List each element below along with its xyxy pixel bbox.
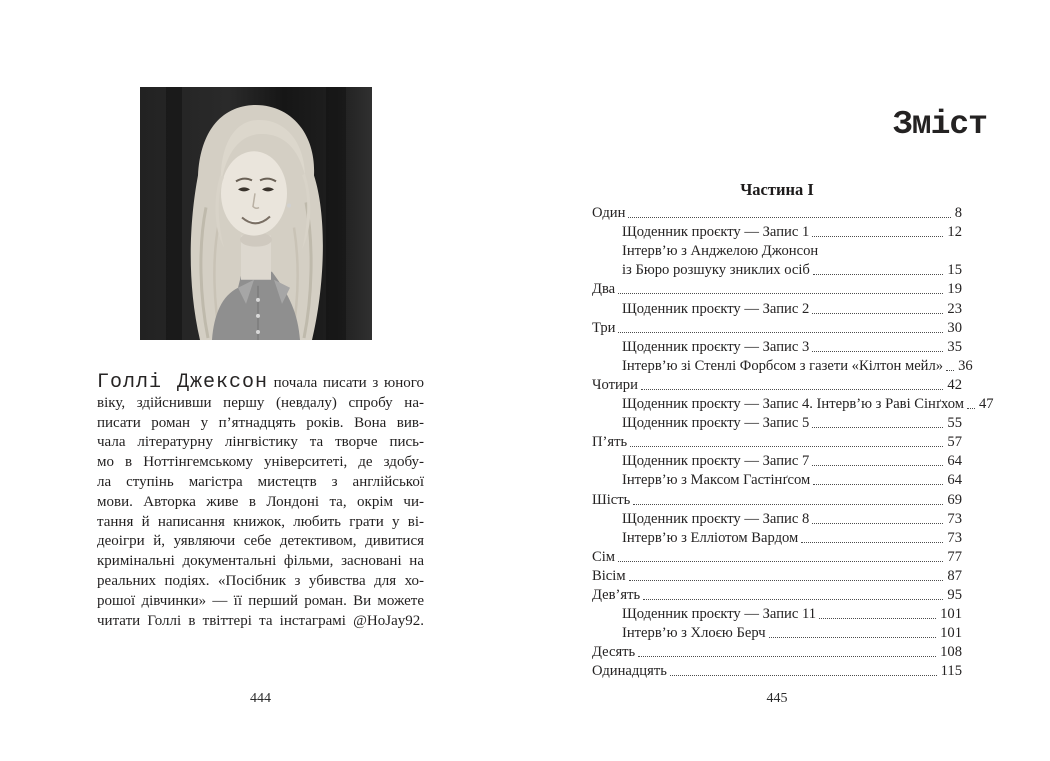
toc-entry-page: 108 <box>940 644 962 661</box>
toc-entry-page: 101 <box>940 625 962 642</box>
toc-entry-page: 12 <box>947 224 962 241</box>
toc-entry[interactable] <box>592 241 962 260</box>
toc-dot-leader <box>812 236 943 237</box>
bio-line: чала літературну лінгвістику та творче пись- <box>97 434 424 451</box>
author-name: Голлі Джексон <box>97 371 268 394</box>
toc-entry-label: Щоденник проєкту — Запис 3 <box>622 338 810 355</box>
toc-list <box>592 203 994 680</box>
author-page <box>97 87 424 631</box>
toc-entry[interactable] <box>592 394 994 413</box>
toc-entry[interactable] <box>592 222 962 241</box>
bio-line: мо в Ноттінгемському університеті, де здобу- <box>97 454 424 471</box>
toc-entry-page: 87 <box>947 567 962 584</box>
toc-entry[interactable] <box>592 489 962 508</box>
toc-dot-leader <box>629 580 944 581</box>
toc-dot-leader <box>812 465 943 466</box>
toc-entry-label: Інтерв’ю з Хлоєю Берч <box>622 625 766 642</box>
toc-entry[interactable] <box>592 260 962 279</box>
toc-entry-page: 95 <box>947 586 962 603</box>
toc-entry[interactable] <box>592 298 962 317</box>
toc-entry-label: Чотири <box>592 376 638 393</box>
toc-entry[interactable] <box>592 413 962 432</box>
toc-entry-page: 8 <box>954 205 962 222</box>
toc-entry[interactable] <box>592 661 962 680</box>
toc-entry-page: 36 <box>958 357 973 374</box>
toc-entry-page: 23 <box>947 300 962 317</box>
toc-entry-page: 19 <box>947 281 962 298</box>
toc-entry-page: 55 <box>947 415 962 432</box>
toc-entry[interactable] <box>592 451 962 470</box>
bio-line: деоігри й, уявляючи себе детективом, дивитися <box>97 533 424 550</box>
toc-dot-leader <box>967 408 975 409</box>
toc-entry-label: Інтерв’ю з Максом Гастінґсом <box>622 472 811 489</box>
toc-dot-leader <box>812 523 943 524</box>
toc-entry[interactable] <box>592 318 962 337</box>
toc-dot-leader <box>643 599 943 600</box>
page-number-left: 444 <box>250 691 271 706</box>
toc-entry-page: 101 <box>940 606 962 623</box>
toc-dot-leader <box>813 484 943 485</box>
author-bio-lines <box>97 394 424 632</box>
toc-entry-label: Одинадцять <box>592 663 667 680</box>
toc-entry[interactable] <box>592 432 962 451</box>
toc-entry-label: із Бюро розшуку зниклих осіб <box>622 262 810 279</box>
bio-line: ла ступінь магістра мистецтв з англійської <box>97 473 424 490</box>
toc-entry-label: Щоденник проєкту — Запис 1 <box>622 224 810 241</box>
toc-dot-leader <box>630 446 943 447</box>
toc-entry[interactable] <box>592 528 962 547</box>
toc-entry-page: 69 <box>947 491 962 508</box>
toc-entry-page: 64 <box>947 453 962 470</box>
toc-dot-leader <box>628 217 950 218</box>
toc-entry-page: 30 <box>947 319 962 336</box>
author-bio <box>97 373 424 631</box>
bio-line: читати Голлі в твіттері та інстаграмі @HoJay92. <box>97 612 424 629</box>
contents-title: Зміст <box>892 106 987 143</box>
toc-entry-label: Один <box>592 205 626 222</box>
toc-dot-leader <box>638 656 936 657</box>
toc-entry-page: 15 <box>947 262 962 279</box>
toc-entry-label: Три <box>592 319 616 336</box>
toc-dot-leader <box>670 675 937 676</box>
toc-dot-leader <box>641 389 944 390</box>
toc-dot-leader <box>769 637 937 638</box>
bio-line: віку, здійснивши першу (невдалу) спробу на- <box>97 394 424 411</box>
toc-entry[interactable] <box>592 604 962 623</box>
toc-entry[interactable] <box>592 566 962 585</box>
toc-entry-label: Дев’ять <box>592 586 641 603</box>
toc-entry-page: 42 <box>947 376 962 393</box>
toc-entry-page: 73 <box>947 510 962 527</box>
part-heading: Частина I <box>740 180 814 199</box>
toc-dot-leader <box>813 274 944 275</box>
toc-entry[interactable] <box>592 585 962 604</box>
toc-entry[interactable] <box>592 279 962 298</box>
toc-entry[interactable] <box>592 623 962 642</box>
bio-line: рошої дівчинки» — її перший роман. Ви можете <box>97 592 424 609</box>
toc-entry-label: Щоденник проєкту — Запис 11 <box>622 606 817 623</box>
toc-entry-label: Інтерв’ю з Елліотом Вардом <box>622 529 799 546</box>
toc-entry-page: 47 <box>978 396 994 413</box>
toc-dot-leader <box>618 293 943 294</box>
toc-entry-label: Інтерв’ю зі Стенлі Форбсом з газети «Кілтон мейл» <box>622 357 944 374</box>
toc-dot-leader <box>801 542 943 543</box>
page-number-right: 445 <box>766 691 788 706</box>
bio-line: реальних подіях. «Посібник з убивства для хо- <box>97 572 424 589</box>
toc-dot-leader <box>812 427 943 428</box>
toc-entry[interactable] <box>592 356 973 375</box>
bio-line: кримінальні документальні фільми, засновані на <box>97 553 424 570</box>
toc-entry-label: Щоденник проєкту — Запис 7 <box>622 453 810 470</box>
toc-entry-label: Два <box>592 281 616 298</box>
toc-entry-label: Щоденник проєкту — Запис 2 <box>622 300 810 317</box>
toc-entry-label: Вісім <box>592 567 626 584</box>
toc-entry[interactable] <box>592 547 962 566</box>
bio-line: тання й написання книжок, любить грати у ві- <box>97 513 424 530</box>
toc-dot-leader <box>819 618 936 619</box>
toc-entry-label: Сім <box>592 548 616 565</box>
toc-entry-label: Щоденник проєкту — Запис 4. Інтерв’ю з Раві Сінґхом <box>622 396 964 413</box>
author-portrait-illustration <box>140 87 372 340</box>
toc-entry[interactable] <box>592 203 962 222</box>
toc-dot-leader <box>618 561 943 562</box>
toc-entry-label: Шість <box>592 491 631 508</box>
toc-entry-page: 77 <box>947 548 962 565</box>
toc-dot-leader <box>618 332 943 333</box>
toc-dot-leader <box>946 370 954 371</box>
bio-first-line <box>97 373 424 394</box>
toc-entry-page: 64 <box>947 472 962 489</box>
toc-entry-label: Інтерв’ю з Анджелою Джонсон <box>622 243 819 260</box>
toc-entry-label: Щоденник проєкту — Запис 8 <box>622 510 810 527</box>
bio-first-line-text: почала писати з юного <box>273 375 425 391</box>
toc-entry[interactable] <box>592 642 962 661</box>
toc-entry-page: 57 <box>947 434 962 451</box>
toc-entry[interactable] <box>592 470 962 489</box>
toc-dot-leader <box>633 504 943 505</box>
bio-line: писати роман у п’ятнадцять років. Вона вив- <box>97 414 424 431</box>
toc-entry[interactable] <box>592 375 962 394</box>
toc-entry[interactable] <box>592 337 962 356</box>
toc-entry[interactable] <box>592 509 962 528</box>
toc-entry-page: 35 <box>947 338 962 355</box>
toc-entry-label: П’ять <box>592 434 628 451</box>
toc-entry-page: 73 <box>947 529 962 546</box>
bio-line: мови. Авторка живе в Лондоні та, окрім чи- <box>97 493 424 510</box>
toc-entry-label: Щоденник проєкту — Запис 5 <box>622 415 810 432</box>
toc-entry-page: 115 <box>940 663 962 680</box>
toc-dot-leader <box>812 351 943 352</box>
toc-dot-leader <box>812 313 943 314</box>
toc-entry-label: Десять <box>592 644 636 661</box>
author-photo <box>140 87 372 340</box>
